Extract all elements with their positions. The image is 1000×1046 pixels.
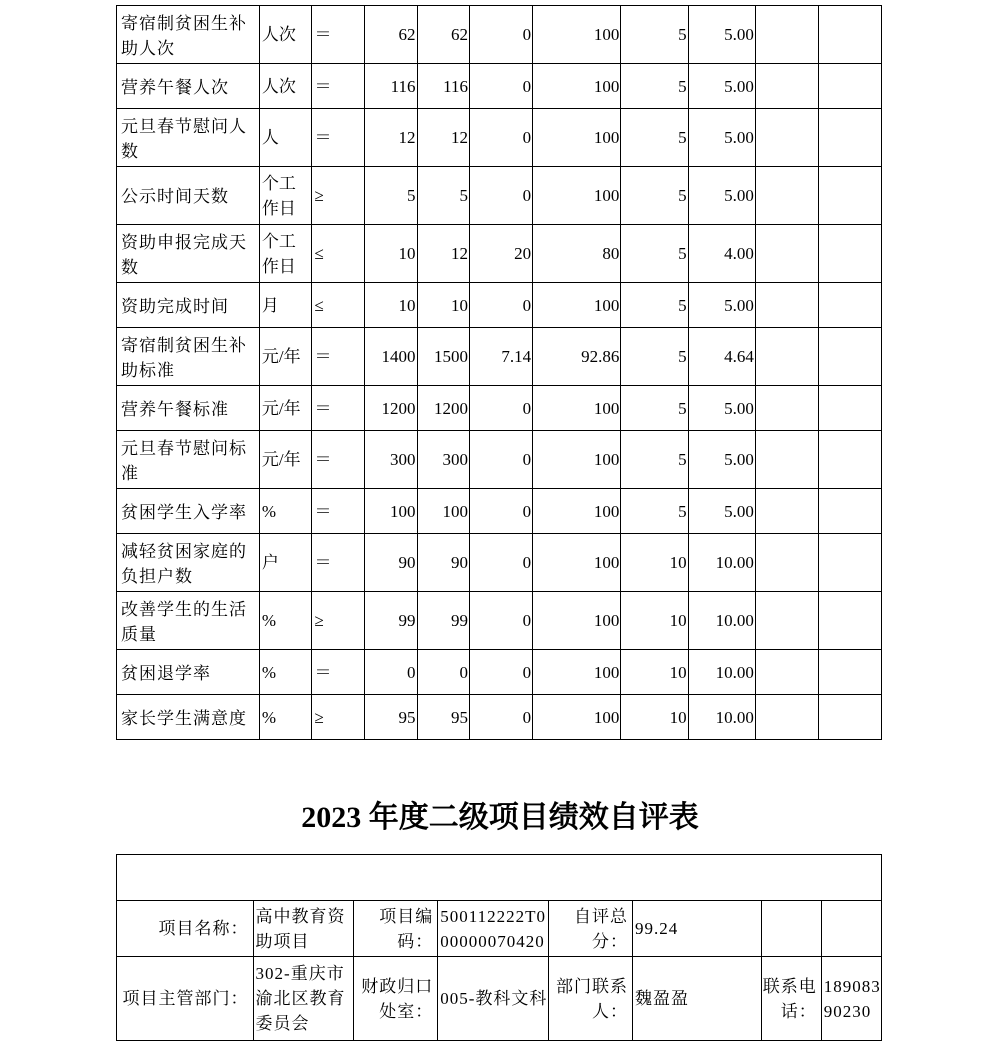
indicator-unit: %	[259, 695, 312, 740]
empty-cell	[755, 167, 818, 225]
indicator-name: 营养午餐人次	[117, 64, 260, 109]
indicator-score: 5.00	[688, 109, 755, 167]
table-row	[117, 283, 882, 328]
indicator-target: 90	[364, 534, 417, 592]
indicator-actual: 5	[417, 167, 470, 225]
indicator-unit: 元/年	[259, 328, 312, 386]
indicator-weight: 10	[621, 650, 688, 695]
indicator-weight: 5	[621, 386, 688, 431]
empty-cell	[755, 534, 818, 592]
indicator-weight: 5	[621, 64, 688, 109]
indicator-score: 5.00	[688, 167, 755, 225]
indicator-target: 300	[364, 431, 417, 489]
indicator-operator: ＝	[312, 386, 365, 431]
empty-cell	[818, 109, 881, 167]
empty-cell	[818, 592, 881, 650]
indicator-name: 家长学生满意度	[117, 695, 260, 740]
indicator-operator: ＝	[312, 109, 365, 167]
table-row	[117, 328, 882, 386]
phone-label: 联系电话：	[761, 957, 821, 1041]
empty-cell	[818, 695, 881, 740]
indicator-actual: 99	[417, 592, 470, 650]
indicator-completion: 100	[533, 695, 621, 740]
indicator-actual: 1500	[417, 328, 470, 386]
empty-cell	[818, 328, 881, 386]
info-header-row	[117, 855, 882, 901]
self-score-value: 99.24	[633, 901, 762, 957]
indicator-target: 99	[364, 592, 417, 650]
indicator-operator: ≥	[312, 167, 365, 225]
indicator-operator: ≥	[312, 695, 365, 740]
project-name-value: 高中教育资助项目	[253, 901, 353, 957]
indicator-target: 62	[364, 6, 417, 64]
table-row	[117, 386, 882, 431]
indicator-name: 营养午餐标准	[117, 386, 260, 431]
empty-cell	[818, 431, 881, 489]
indicator-completion: 100	[533, 592, 621, 650]
indicator-completion: 100	[533, 386, 621, 431]
table-row	[117, 431, 882, 489]
indicator-unit: 户	[259, 534, 312, 592]
indicator-score: 5.00	[688, 431, 755, 489]
indicator-deviation: 0	[470, 695, 533, 740]
empty-cell	[755, 109, 818, 167]
table-row	[117, 534, 882, 592]
empty-cell	[818, 534, 881, 592]
indicator-unit: %	[259, 489, 312, 534]
performance-indicator-table	[116, 5, 882, 740]
indicator-completion: 80	[533, 225, 621, 283]
contact-label: 部门联系人：	[548, 957, 632, 1041]
indicator-name: 贫困学生入学率	[117, 489, 260, 534]
indicator-unit: 元/年	[259, 431, 312, 489]
indicator-weight: 5	[621, 109, 688, 167]
info-row-department	[117, 957, 882, 1041]
empty-cell	[818, 489, 881, 534]
indicator-deviation: 0	[470, 64, 533, 109]
indicator-actual: 100	[417, 489, 470, 534]
indicator-completion: 92.86	[533, 328, 621, 386]
empty-cell	[755, 650, 818, 695]
indicator-unit: %	[259, 592, 312, 650]
indicator-deviation: 0	[470, 489, 533, 534]
indicator-deviation: 20	[470, 225, 533, 283]
empty-cell	[761, 901, 821, 957]
indicator-operator: ＝	[312, 64, 365, 109]
indicator-completion: 100	[533, 6, 621, 64]
indicator-actual: 90	[417, 534, 470, 592]
indicator-weight: 10	[621, 592, 688, 650]
indicator-deviation: 7.14	[470, 328, 533, 386]
indicator-unit: 人次	[259, 6, 312, 64]
indicator-weight: 5	[621, 431, 688, 489]
empty-cell	[755, 695, 818, 740]
phone-value: 18908390230	[821, 957, 881, 1041]
performance-table-body	[117, 6, 882, 740]
indicator-operator: ＝	[312, 534, 365, 592]
indicator-score: 10.00	[688, 592, 755, 650]
indicator-name: 贫困退学率	[117, 650, 260, 695]
indicator-unit: %	[259, 650, 312, 695]
indicator-score: 10.00	[688, 695, 755, 740]
indicator-score: 5.00	[688, 64, 755, 109]
empty-cell	[818, 650, 881, 695]
finance-office-value: 005-教科文科	[438, 957, 548, 1041]
indicator-deviation: 0	[470, 534, 533, 592]
empty-cell	[818, 6, 881, 64]
table-row	[117, 64, 882, 109]
project-code-value: 500112222T000000070420	[438, 901, 548, 957]
indicator-actual: 95	[417, 695, 470, 740]
indicator-deviation: 0	[470, 386, 533, 431]
indicator-target: 5	[364, 167, 417, 225]
indicator-target: 10	[364, 225, 417, 283]
indicator-completion: 100	[533, 109, 621, 167]
project-name-label: 项目名称：	[117, 901, 254, 957]
indicator-operator: ＝	[312, 328, 365, 386]
empty-cell	[755, 489, 818, 534]
empty-cell	[755, 431, 818, 489]
info-header-cell	[117, 855, 882, 901]
empty-cell	[818, 167, 881, 225]
indicator-unit: 人次	[259, 64, 312, 109]
indicator-target: 116	[364, 64, 417, 109]
indicator-weight: 5	[621, 283, 688, 328]
indicator-target: 95	[364, 695, 417, 740]
indicator-score: 4.00	[688, 225, 755, 283]
empty-cell	[821, 901, 881, 957]
indicator-name: 公示时间天数	[117, 167, 260, 225]
indicator-weight: 5	[621, 328, 688, 386]
empty-cell	[755, 6, 818, 64]
table-row	[117, 592, 882, 650]
indicator-score: 4.64	[688, 328, 755, 386]
indicator-target: 100	[364, 489, 417, 534]
empty-cell	[818, 283, 881, 328]
indicator-unit: 个工作日	[259, 167, 312, 225]
indicator-weight: 5	[621, 6, 688, 64]
indicator-completion: 100	[533, 167, 621, 225]
table-row	[117, 109, 882, 167]
table-row	[117, 225, 882, 283]
indicator-name: 减轻贫困家庭的负担户数	[117, 534, 260, 592]
indicator-operator: ≤	[312, 283, 365, 328]
indicator-operator: ＝	[312, 650, 365, 695]
indicator-score: 10.00	[688, 534, 755, 592]
indicator-deviation: 0	[470, 592, 533, 650]
department-label: 项目主管部门：	[117, 957, 254, 1041]
indicator-completion: 100	[533, 283, 621, 328]
empty-cell	[818, 225, 881, 283]
table-row	[117, 695, 882, 740]
indicator-operator: ＝	[312, 6, 365, 64]
indicator-name: 元旦春节慰问标准	[117, 431, 260, 489]
table-row	[117, 650, 882, 695]
indicator-name: 改善学生的生活质量	[117, 592, 260, 650]
indicator-actual: 0	[417, 650, 470, 695]
indicator-score: 5.00	[688, 283, 755, 328]
indicator-completion: 100	[533, 534, 621, 592]
indicator-name: 寄宿制贫困生补助人次	[117, 6, 260, 64]
indicator-actual: 62	[417, 6, 470, 64]
indicator-name: 资助完成时间	[117, 283, 260, 328]
indicator-operator: ≤	[312, 225, 365, 283]
indicator-completion: 100	[533, 650, 621, 695]
indicator-unit: 月	[259, 283, 312, 328]
indicator-actual: 1200	[417, 386, 470, 431]
empty-cell	[755, 328, 818, 386]
indicator-score: 5.00	[688, 489, 755, 534]
indicator-score: 10.00	[688, 650, 755, 695]
indicator-score: 5.00	[688, 6, 755, 64]
indicator-completion: 100	[533, 489, 621, 534]
indicator-deviation: 0	[470, 431, 533, 489]
indicator-score: 5.00	[688, 386, 755, 431]
indicator-weight: 10	[621, 695, 688, 740]
indicator-actual: 116	[417, 64, 470, 109]
indicator-name: 寄宿制贫困生补助标准	[117, 328, 260, 386]
department-value: 302-重庆市渝北区教育委员会	[253, 957, 353, 1041]
indicator-completion: 100	[533, 64, 621, 109]
indicator-target: 0	[364, 650, 417, 695]
indicator-actual: 12	[417, 225, 470, 283]
indicator-weight: 5	[621, 167, 688, 225]
indicator-deviation: 0	[470, 283, 533, 328]
indicator-unit: 元/年	[259, 386, 312, 431]
indicator-weight: 5	[621, 225, 688, 283]
indicator-operator: ＝	[312, 489, 365, 534]
indicator-deviation: 0	[470, 650, 533, 695]
info-row-project	[117, 901, 882, 957]
indicator-deviation: 0	[470, 167, 533, 225]
indicator-target: 10	[364, 283, 417, 328]
empty-cell	[755, 64, 818, 109]
indicator-completion: 100	[533, 431, 621, 489]
empty-cell	[755, 592, 818, 650]
table-row	[117, 6, 882, 64]
empty-cell	[818, 386, 881, 431]
indicator-deviation: 0	[470, 109, 533, 167]
indicator-weight: 5	[621, 489, 688, 534]
indicator-weight: 10	[621, 534, 688, 592]
empty-cell	[755, 225, 818, 283]
indicator-target: 1400	[364, 328, 417, 386]
indicator-operator: ＝	[312, 431, 365, 489]
indicator-name: 资助申报完成天数	[117, 225, 260, 283]
indicator-actual: 12	[417, 109, 470, 167]
empty-cell	[755, 283, 818, 328]
table-row	[117, 489, 882, 534]
self-score-label: 自评总分：	[548, 901, 632, 957]
page-title: 2023 年度二级项目绩效自评表	[301, 801, 699, 834]
project-info-table	[116, 854, 882, 1041]
indicator-actual: 300	[417, 431, 470, 489]
empty-cell	[818, 64, 881, 109]
contact-value: 魏盈盈	[633, 957, 762, 1041]
project-code-label: 项目编码：	[353, 901, 437, 957]
indicator-unit: 人	[259, 109, 312, 167]
indicator-deviation: 0	[470, 6, 533, 64]
indicator-unit: 个工作日	[259, 225, 312, 283]
indicator-operator: ≥	[312, 592, 365, 650]
indicator-target: 1200	[364, 386, 417, 431]
empty-cell	[755, 386, 818, 431]
indicator-actual: 10	[417, 283, 470, 328]
table-row	[117, 167, 882, 225]
indicator-name: 元旦春节慰问人数	[117, 109, 260, 167]
finance-office-label: 财政归口处室：	[353, 957, 437, 1041]
indicator-target: 12	[364, 109, 417, 167]
